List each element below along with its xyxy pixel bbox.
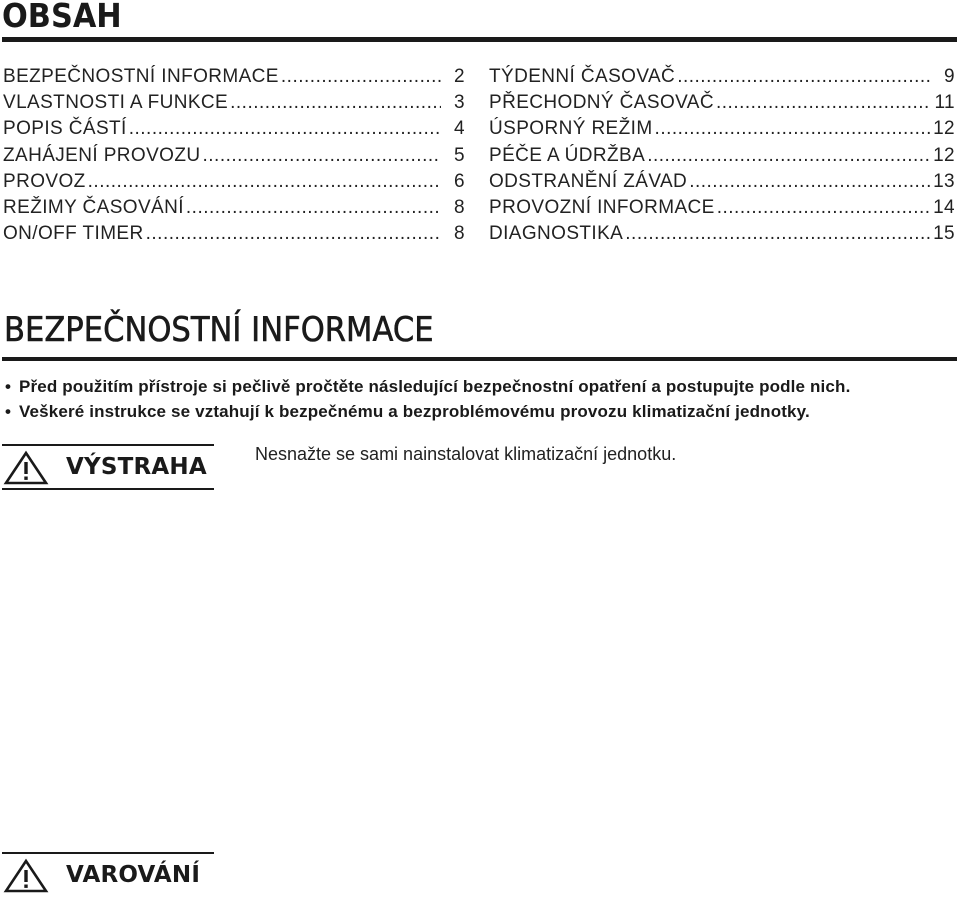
toc-entry-page: 8: [454, 196, 465, 218]
label-top-rule: [2, 444, 214, 446]
warning-label: VÝSTRAHA: [66, 454, 207, 480]
label-top-rule: [2, 852, 214, 854]
toc-entry[interactable]: [3, 171, 465, 197]
warning-text: Nesnažte se sami nainstalovat klimatizační jednotku.: [255, 444, 677, 464]
toc-entry-page: 9: [944, 66, 955, 87]
toc-entry-page: 13: [933, 170, 955, 192]
toc-entry[interactable]: [489, 223, 955, 249]
toc-entry-title: ZAHÁJENÍ PROVOZU: [3, 144, 201, 166]
toc-entry-page: 14: [933, 196, 955, 218]
toc-right-column: [489, 66, 955, 249]
toc-left-column: [3, 66, 465, 249]
warning-triangle-icon: [2, 450, 50, 486]
toc-entry[interactable]: [3, 223, 465, 249]
toc-entry[interactable]: [3, 66, 465, 92]
toc-leader-dots: [677, 66, 931, 88]
toc-leader-dots: [689, 171, 931, 193]
toc-entry-page: 8: [454, 223, 465, 245]
toc-leader-dots: [88, 171, 441, 193]
bullet-text: Veškeré instrukce se vztahují k bezpečnému a bezproblémovému provozu klimatizační jednotky.: [19, 402, 810, 421]
toc-leader-dots: [716, 92, 931, 114]
toc-entry-page: 5: [454, 144, 465, 166]
caution-label: VAROVÁNÍ: [66, 862, 201, 888]
bullet-marker: •: [5, 402, 12, 421]
toc-leader-dots: [625, 223, 931, 245]
toc-leader-dots: [202, 145, 441, 167]
toc-entry-page: 12: [933, 144, 955, 166]
toc-entry-page: 4: [454, 118, 465, 140]
toc-leader-dots: [230, 92, 441, 114]
label-bottom-rule: [2, 488, 214, 490]
toc-entry-title: ODSTRANĚNÍ ZÁVAD: [489, 170, 688, 192]
toc-entry-title: ÚSPORNÝ REŽIM: [489, 118, 653, 140]
contents-heading: OBSAH: [2, 0, 122, 35]
warning-label-box: [2, 444, 214, 490]
toc-entry-page: 6: [454, 170, 465, 192]
toc-entry-title: BEZPEČNOSTNÍ INFORMACE: [3, 66, 279, 87]
safety-bullet-list: [5, 377, 955, 427]
toc-entry-page: 11: [934, 92, 955, 114]
warning-triangle-icon: [2, 858, 50, 894]
toc-entry-title: VLASTNOSTI A FUNKCE: [3, 92, 229, 114]
toc-entry[interactable]: [3, 118, 465, 144]
toc-leader-dots: [647, 145, 931, 167]
toc-entry-title: TÝDENNÍ ČASOVAČ: [489, 66, 676, 87]
toc-entry[interactable]: [3, 92, 465, 118]
toc-entry-title: PROVOZNÍ INFORMACE: [489, 196, 715, 218]
toc-entry-title: REŽIMY ČASOVÁNÍ: [3, 196, 184, 218]
caution-label-box: [2, 852, 214, 898]
toc-entry-page: 2: [454, 66, 465, 87]
section-rule: [2, 357, 957, 361]
bullet-marker: •: [5, 377, 12, 396]
bullet-text: Před použitím přístroje si pečlivě pročtěte následující bezpečnostní opatření a postupujte podle nich.: [19, 377, 851, 396]
toc-entry-title: POPIS ČÁSTÍ: [3, 118, 127, 140]
toc-leader-dots: [186, 197, 441, 219]
toc-entry[interactable]: [489, 145, 955, 171]
toc-entry-title: PROVOZ: [3, 170, 86, 192]
toc-entry[interactable]: [489, 197, 955, 223]
toc-entry-page: 3: [454, 92, 465, 114]
toc-leader-dots: [717, 197, 931, 219]
toc-entry[interactable]: [3, 145, 465, 171]
toc-leader-dots: [146, 223, 441, 245]
list-item: [5, 402, 955, 427]
toc-entry[interactable]: [489, 118, 955, 144]
toc-leader-dots: [281, 66, 441, 88]
toc-entry-title: PÉČE A ÚDRŽBA: [489, 144, 646, 166]
toc-entry[interactable]: [489, 66, 955, 92]
toc-entry-title: ON/OFF TIMER: [3, 223, 144, 245]
toc-entry[interactable]: [489, 92, 955, 118]
toc-leader-dots: [655, 118, 931, 140]
heading-rule: [2, 37, 957, 42]
toc-entry-title: DIAGNOSTIKA: [489, 223, 624, 245]
safety-heading: BEZPEČNOSTNÍ INFORMACE: [4, 310, 434, 350]
toc-entry-page: 12: [933, 118, 955, 140]
toc-entry-title: PŘECHODNÝ ČASOVAČ: [489, 92, 714, 114]
toc-leader-dots: [129, 118, 441, 140]
toc-entry-page: 15: [933, 223, 955, 245]
toc-entry[interactable]: [489, 171, 955, 197]
toc-entry[interactable]: [3, 197, 465, 223]
list-item: [5, 377, 955, 402]
